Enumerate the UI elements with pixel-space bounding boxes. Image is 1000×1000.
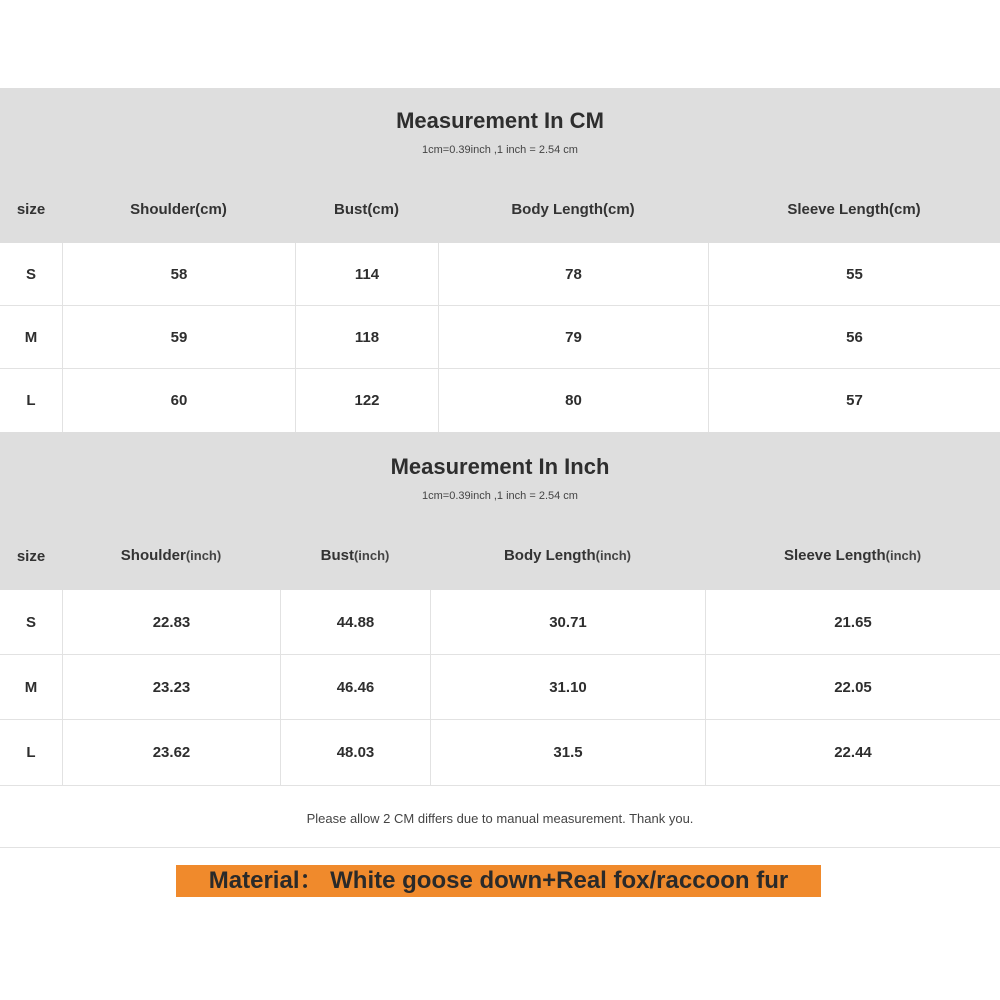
body-length-cell: 31.5	[430, 720, 705, 785]
inch-table-title: Measurement In Inch	[390, 454, 610, 479]
body-length-cell: 79	[438, 306, 708, 368]
size-cell: M	[24, 678, 38, 696]
sleeve-length-cell: 55	[708, 243, 1000, 305]
cm-header-size: size	[16, 201, 46, 218]
table-row	[0, 720, 1000, 786]
measurement-note: Please allow 2 CM differs due to manual measurement. Thank you.	[306, 811, 694, 826]
bust-cell: 44.88	[280, 590, 430, 654]
shoulder-cell: 22.83	[62, 590, 280, 654]
inch-table-subtitle: 1cm=0.39inch ,1 inch = 2.54 cm	[422, 490, 578, 502]
sleeve-length-cell: 21.65	[705, 590, 1000, 654]
body-length-cell: 31.10	[430, 655, 705, 719]
sleeve-length-cell: 56	[708, 306, 1000, 368]
cm-table-title: Measurement In CM	[396, 108, 604, 133]
cm-header-bust: Bust(cm)	[333, 201, 399, 218]
table-row	[0, 306, 1000, 369]
inch-header-shoulder: Shoulder(inch)	[120, 547, 222, 564]
size-cell: M	[24, 328, 38, 346]
size-cell: S	[25, 265, 36, 283]
bust-cell: 46.46	[280, 655, 430, 719]
cm-header-shoulder: Shoulder(cm)	[130, 201, 227, 218]
divider	[0, 847, 1000, 848]
inch-header-bust: Bust(inch)	[320, 547, 390, 564]
shoulder-cell: 60	[62, 369, 295, 432]
body-length-cell: 78	[438, 243, 708, 305]
sleeve-length-cell: 22.44	[705, 720, 1000, 785]
shoulder-cell: 59	[62, 306, 295, 368]
bust-cell: 114	[295, 243, 438, 305]
size-cell: S	[25, 613, 36, 631]
bust-cell: 118	[295, 306, 438, 368]
table-row	[0, 243, 1000, 306]
bust-cell: 48.03	[280, 720, 430, 785]
bust-cell: 122	[295, 369, 438, 432]
inch-header-sleeve-length: Sleeve Length(inch)	[783, 547, 922, 564]
cm-header-body-length: Body Length(cm)	[511, 201, 635, 218]
sleeve-length-cell: 57	[708, 369, 1000, 432]
table-row	[0, 369, 1000, 432]
table-row	[0, 655, 1000, 720]
shoulder-cell: 23.62	[62, 720, 280, 785]
shoulder-cell: 23.23	[62, 655, 280, 719]
sleeve-length-cell: 22.05	[705, 655, 1000, 719]
size-cell: L	[26, 744, 36, 761]
body-length-cell: 80	[438, 369, 708, 432]
cm-header-sleeve-length: Sleeve Length(cm)	[787, 201, 921, 218]
cm-table-subtitle: 1cm=0.39inch ,1 inch = 2.54 cm	[422, 144, 578, 156]
size-cell: L	[26, 392, 36, 409]
table-row	[0, 590, 1000, 655]
inch-header-size: size	[16, 548, 46, 565]
material-label: Material： White goose down+Real fox/raccoon fur	[176, 865, 821, 897]
body-length-cell: 30.71	[430, 590, 705, 654]
shoulder-cell: 58	[62, 243, 295, 305]
inch-header-body-length: Body Length(inch)	[503, 547, 632, 564]
